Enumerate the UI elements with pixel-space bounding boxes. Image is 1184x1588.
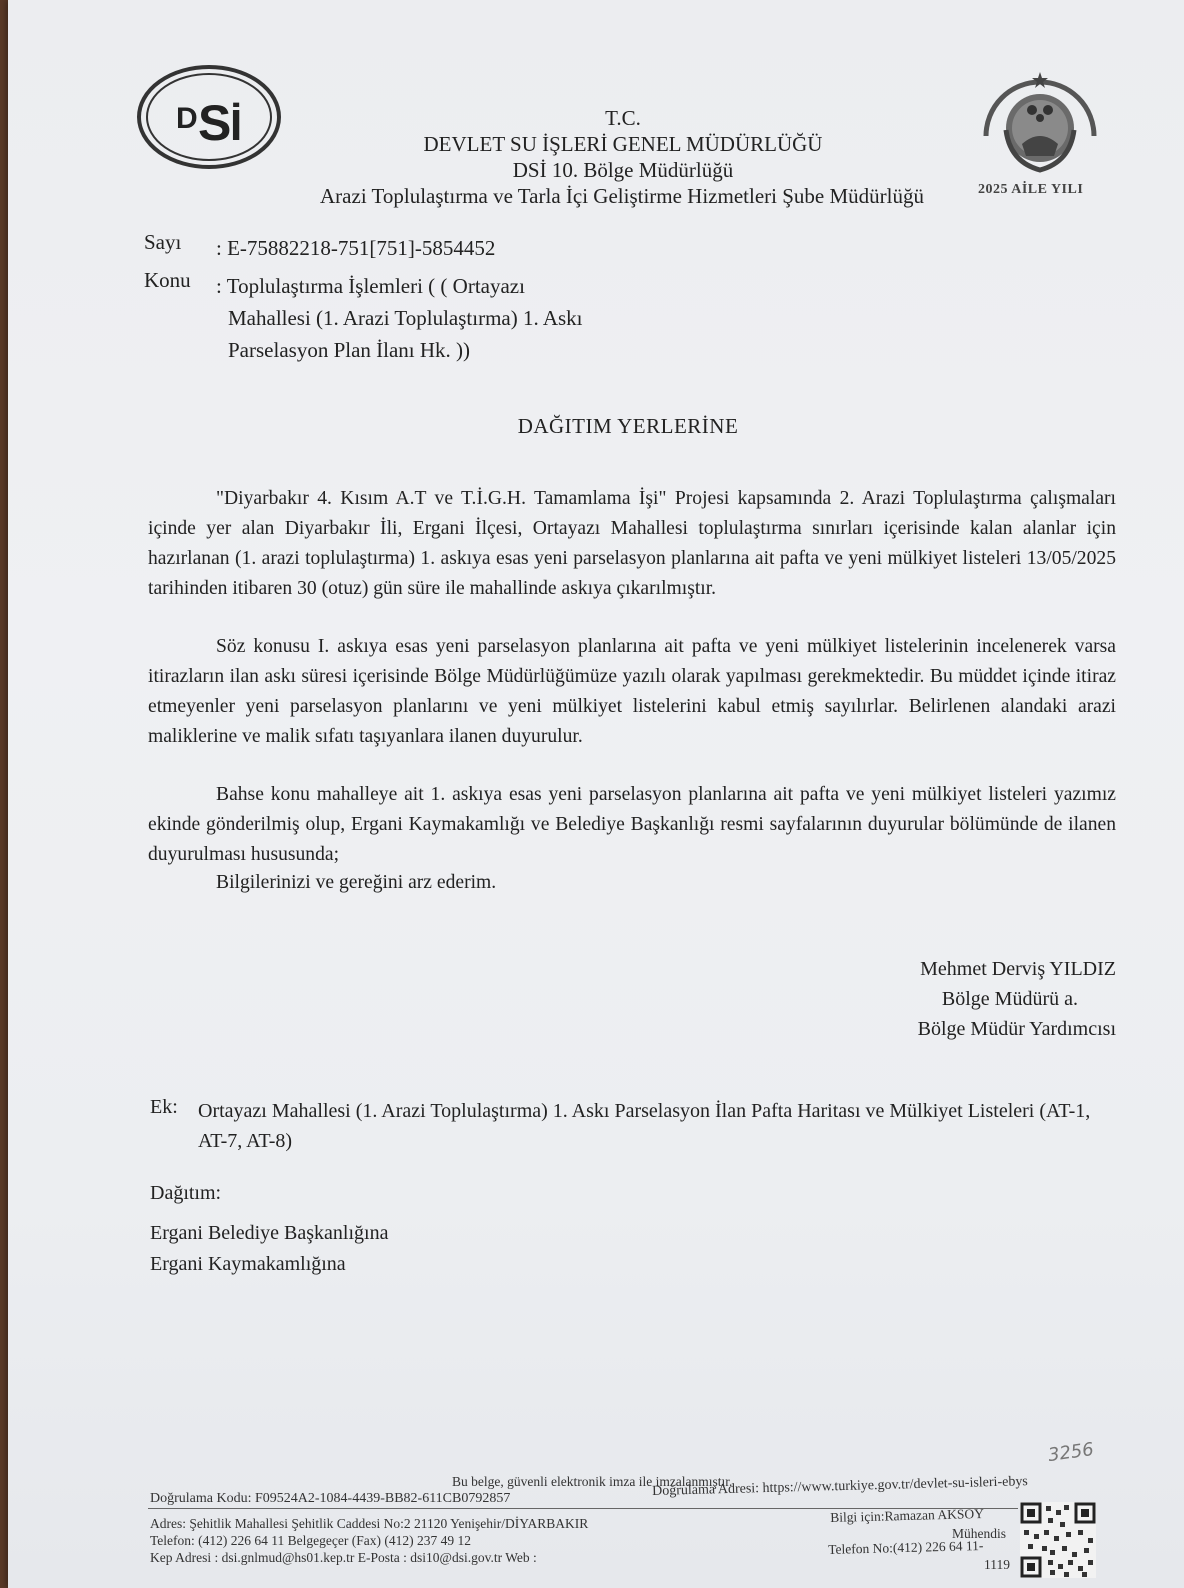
paragraph-text: "Diyarbakır 4. Kısım A.T ve T.İ.G.H. Tamamlama İşi" Projesi kapsamında 2. Arazi Toplulaştırma çalışmaları içinde yer alan Diyarbakır İli, Ergani İlçesi, Ortayazı Mahallesi toplulaştırma sınırları içerisinde kalan alanlar için hazırlanan (1. arazi toplulaştırma) 1. askıya esas yeni parselasyon planlarına ait pafta ve yeni mülkiyet listeleri 13/05/2025 tarihinden itibaren 30 (otuz) gün süre ile mahallinde askıya çıkarılmıştır.: [148, 488, 1116, 599]
konu-line-3: Parselasyon Plan İlanı Hk. )): [228, 338, 471, 362]
footer-address: Adres: Şehitlik Mahallesi Şehitlik Caddesi No:2 21120 Yenişehir/DİYARBAKIR: [150, 1516, 589, 1531]
esign-notice: Bu belge, güvenli elektronik imza ile imzalanmıştır.: [452, 1474, 733, 1489]
verification-code: Doğrulama Kodu: F09524A2-1084-4439-BB82-611CB0792857: [150, 1491, 511, 1506]
verification-address: Doğrulama Adresi: https://www.turkiye.gov.tr/devlet-su-isleri-ebys: [652, 1474, 1028, 1499]
konu-line-1: : Toplulaştırma İşlemleri ( ( Ortayazı: [216, 274, 525, 298]
signer-title-2: Bölge Müdür Yardımcısı: [917, 1018, 1116, 1040]
signer-name: Mehmet Derviş YILDIZ: [920, 958, 1116, 980]
signature-block: [808, 954, 1116, 1044]
distribution-label: Dağıtım:: [150, 1182, 222, 1204]
konu-line-2: Mahallesi (1. Arazi Toplulaştırma) 1. Askı: [228, 306, 583, 330]
document-title: DAĞITIM YERLERİNE: [517, 414, 739, 438]
distribution-list: [150, 1218, 388, 1280]
dsi-logo: [136, 64, 282, 170]
document-page: [8, 0, 1184, 1588]
svg-text:S: S: [198, 95, 232, 151]
svg-text:İ: İ: [230, 101, 243, 150]
header-branch: Arazi Toplulaştırma ve Tarla İçi Geliştirme Hizmetleri Şube Müdürlüğü: [320, 184, 924, 208]
body-paragraph-3: [148, 780, 1116, 870]
footer-phone: Telefon: (412) 226 64 11 Belgegeçer (Fax) (412) 237 49 12: [150, 1533, 471, 1548]
body-paragraph-4: [148, 868, 1116, 898]
konu-label: Konu: [144, 268, 191, 292]
sayi-value: : E-75882218-751[751]-5854452: [216, 236, 496, 260]
header-tc: T.C.: [605, 106, 641, 130]
qr-code: [1020, 1502, 1096, 1578]
paragraph-text: Bilgilerinizi ve gereğini arz ederim.: [216, 872, 497, 893]
family-year-logo: [976, 66, 1104, 178]
handwritten-note: 3256: [1046, 1438, 1096, 1467]
paragraph-text: Bahse konu mahalleye ait 1. askıya esas yeni parselasyon planlarına ait pafta ve yeni mülkiyet listeleri yazımız ekinde gönderilmiş olup, Ergani Kaymakamlığı ve Belediye Başkanlığı resmi sayfalarının duyurular bölümünde de ilanen duyurulması hususunda;: [148, 784, 1116, 865]
footer-kep: Kep Adresi : dsi.gnlmud@hs01.kep.tr E-Posta : dsi10@dsi.gov.tr Web :: [150, 1550, 537, 1565]
contact-phone: Telefon No:(412) 226 64 11-: [828, 1537, 984, 1557]
attachment-label: Ek:: [150, 1096, 178, 1118]
signer-title-1: Bölge Müdürü a.: [941, 988, 1078, 1010]
contact-extension: 1119: [984, 1557, 1010, 1572]
attachment-text: Ortayazı Mahallesi (1. Arazi Toplulaştırma) 1. Askı Parselasyon İlan Pafta Haritası ve Mülkiyet Listeleri (AT-1, AT-7, AT-8): [198, 1100, 1091, 1152]
family-year-caption: 2025 AİLE YILI: [978, 182, 1084, 197]
body-paragraph-2: [148, 632, 1116, 752]
header-region: DSİ 10. Bölge Müdürlüğü: [512, 158, 734, 182]
body-paragraph-1: [148, 484, 1116, 604]
sayi-label: Sayı: [144, 230, 182, 254]
distribution-item: Ergani Belediye Başkanlığına: [150, 1222, 389, 1244]
contact-person: Bilgi için:Ramazan AKSOY: [830, 1505, 985, 1525]
paragraph-text: Söz konusu I. askıya esas yeni parselasyon planlarına ait pafta ve yeni mülkiyet listelerinin incelenerek varsa itirazların ilan askı süresi içerisinde Bölge Müdürlüğümüze yazılı olarak yapılması gerekmektedir. Bu müddet içinde itiraz etmeyenler yeni parselasyon planlarını ve yeni mülkiyet listelerini kabul etmiş sayılırlar. Belirlenen alandaki arazi maliklerine ve malik sıfatı taşıyanlara ilanen duyurulur.: [148, 636, 1116, 747]
header-organization: DEVLET SU İŞLERİ GENEL MÜDÜRLÜĞÜ: [423, 132, 823, 156]
distribution-item: Ergani Kaymakamlığına: [150, 1253, 346, 1275]
contact-title: Mühendis: [952, 1526, 1006, 1541]
svg-text:D: D: [176, 102, 198, 135]
